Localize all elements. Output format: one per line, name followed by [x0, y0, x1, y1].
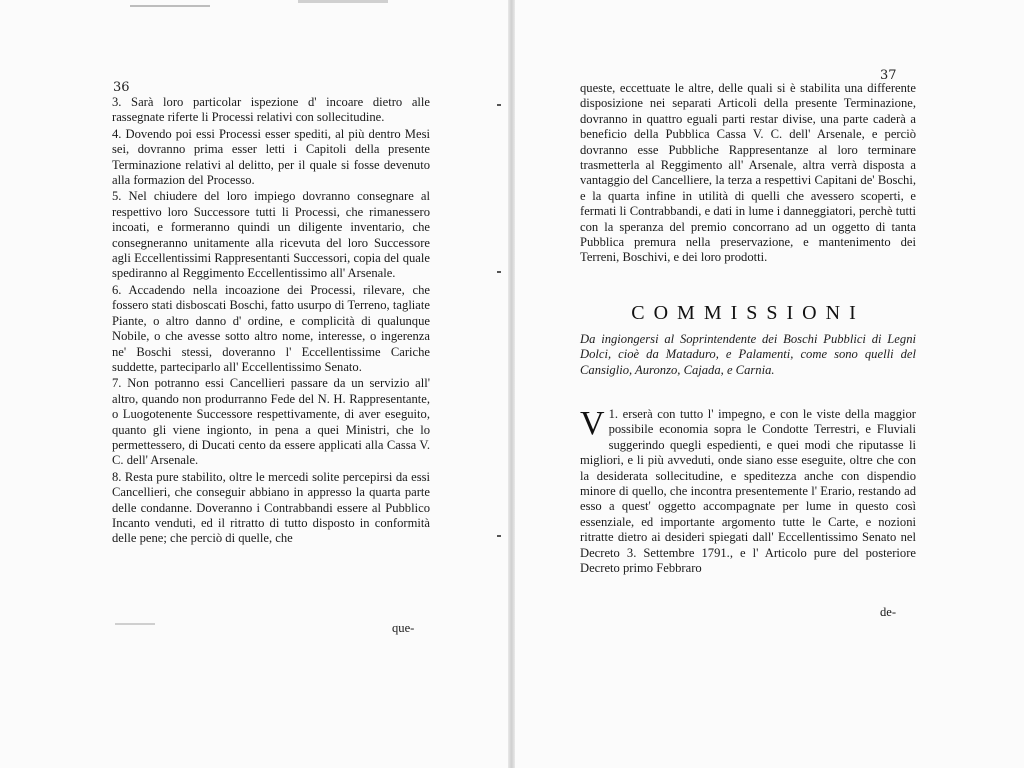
paragraph: 3. Sarà loro particolar ispezione d' incoare dietro alle rassegnate riferte li Processi relativi con sollecitudine. — [112, 95, 430, 125]
right-catchword: de- — [880, 605, 897, 619]
paragraph: 4. Dovendo poi essi Processi esser spediti, al più dentro Mesi sei, dovranno prima esser letti i Capitoli della presente Terminazione relativi al delitto, per il quale si fosse devenuto alla formazion del Processo. — [112, 126, 430, 188]
article-number: 1. — [608, 407, 619, 421]
left-page-body — [112, 95, 430, 547]
paragraph: 7. Non potranno essi Cancellieri passare da un servizio all' altro, quando non produrranno Fede del N. H. Rappresentante, o Luogotenente Successore respettivamente, di aver eseguito, quanto gli viene ingionto, in pena a quei Ministri, che lo permettessero, di Ducati cento da essere applicati alla Cassa V. C. dell' Arsenale. — [112, 376, 430, 468]
drop-cap: V — [580, 405, 605, 442]
book-gutter — [508, 0, 515, 768]
paragraph: 8. Resta pure stabilito, oltre le mercedi solite percepirsi da essi Cancellieri, che conseguir abbiano in appresso la quarta parte delle condanne. Doveranno i Contrabbandi essere al Pubblico Incanto venduti, ed il ritratto di tutto disposto in conformità delle pene; che perciò di quelle, che — [112, 469, 430, 546]
left-page-number: 36 — [113, 80, 130, 95]
article-text: erserà con tutto l' impegno, e con le viste della maggior possibile economia sopra le Condotte Terrestri, e Fluviali suggerindo quegli espedienti, e quei modi che riputasse li migliori, e li più avveduti, onde siano esse eseguite, oltre che con la desiderata sollecitudine, e speditezza anche con dispendio minore di quello, che incontra presentemente l' Erario, restando ad esso a quest' oggetto accompagnate per lume in questo così essenziale, ed importante argomento tutte le Carte, e nozioni ritratte dietro ai desideri spiegati dall' Eccellentissimo Senato nel Decreto 3. Settembre 1791., e l' Articolo pure del posteriore Decreto primo Febbraro — [580, 407, 916, 576]
section-subheading: Da ingiongersi al Soprintendente dei Boschi Pubblici di Legni Dolci, cioè da Mataduro, e Palamenti, come sono quelli del Cansiglio, Auronzo, Cajada, e Carnia. — [580, 332, 916, 377]
scan-smudge — [298, 0, 388, 3]
paragraph: 6. Accadendo nella incoazione dei Processi, rilevare, che fossero stati disboscati Boschi, fatto usurpo di Terreno, tagliate Piante, o altro danno d' ordine, e complicità di qualunque Nobile, o che avesse sotto altro nome, interesse, o ingerenza ne' Boschi stessi, doveranno l' Eccellentissime Cariche suddette, parteciparlo all' Eccellentissimo Senato. — [112, 282, 430, 374]
left-catchword: que- — [392, 621, 415, 635]
article-1 — [580, 407, 916, 576]
right-page-number: 37 — [880, 68, 897, 83]
margin-mark — [497, 104, 501, 106]
margin-mark — [497, 271, 501, 273]
margin-mark — [497, 535, 501, 537]
right-page-continuation: queste, eccettuate le altre, delle quali si è stabilita una differente disposizione nei separati Articoli della presente Terminazione, dovranno in quattro eguali parti restar divise, una parte caderà a beneficio della Pubblica Cassa V. C. dell' Arsenale, e perciò dovranno esse Pubbliche Rappresentanze al loro terminare trasmetterla al Reggimento all' Arsenale, altra verrà disposta a vantaggio del Cancelliere, la terza a respettivi Capitani de' Boschi, e la quarta infine in utilità di quelli che avessero scoperti, e fermati li Contrabbandi, e dati in lume i danneggiatori, perchè tutti con la speranza del premio concorrano ad un oggetto di tanta Pubblica premura nella preservazione, e mantenimento dei Terreni, Boschivi, e dei loro prodotti. — [580, 81, 916, 265]
scan-smudge — [115, 623, 155, 625]
section-heading: COMMISSIONI — [631, 302, 865, 324]
scan-smudge — [130, 5, 210, 7]
paragraph: 5. Nel chiudere del loro impiego dovranno consegnare al respettivo loro Successore tutti li Processi, che rimanessero incoati, e formeranno quindi un diligente inventario, che consegneranno unitamente alla ricevuta del loro Successore agli Eccellentissimi Rappresentanti Successori, copia del quale spediranno al Reggimento Eccellentissimo all' Arsenale. — [112, 189, 430, 281]
